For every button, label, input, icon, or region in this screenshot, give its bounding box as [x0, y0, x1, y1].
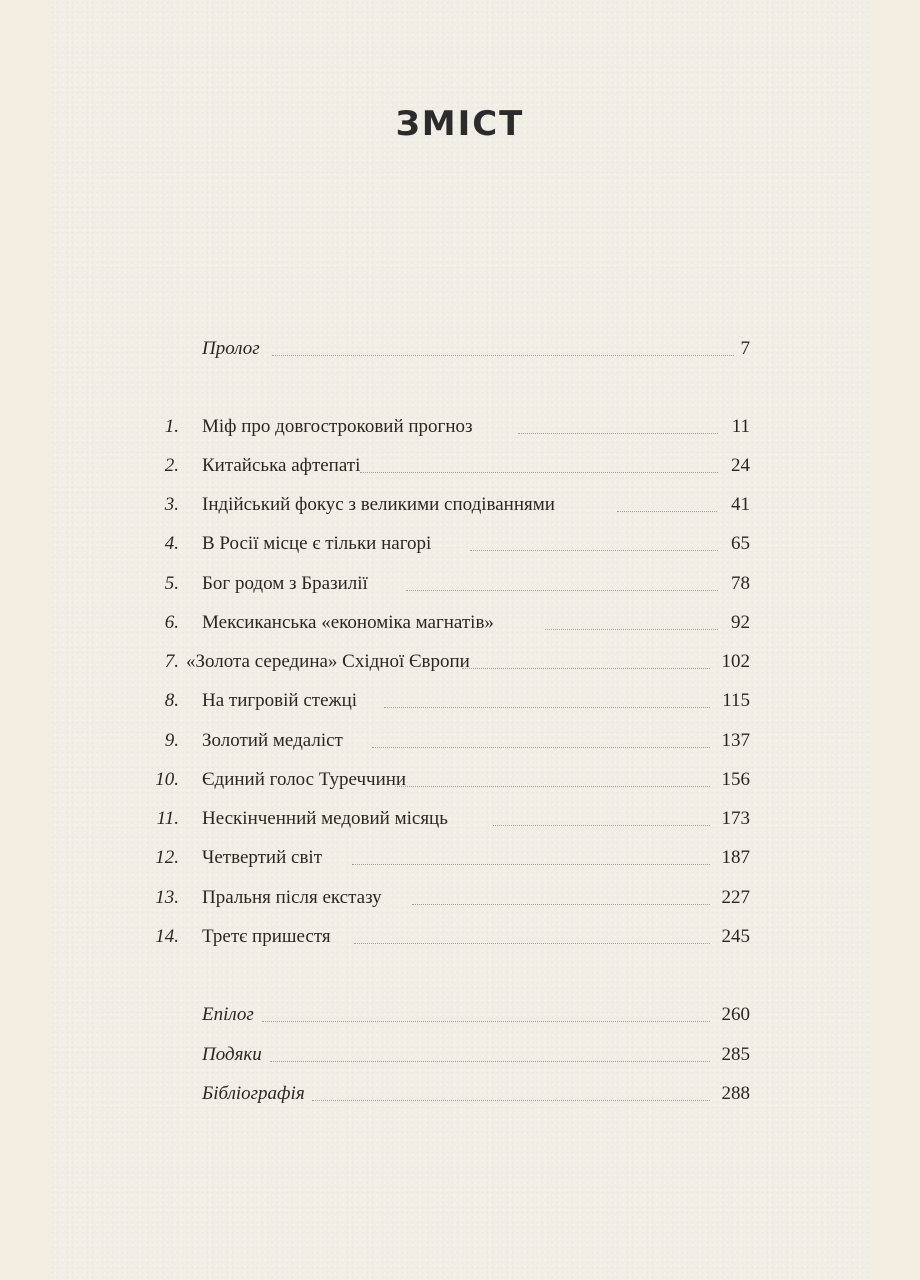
toc-entry-chapter: [0, 843, 920, 873]
entry-page: 65: [731, 533, 750, 554]
chapter-number: 11.: [156, 808, 179, 829]
entry-label: Міф про довгостроковий прогноз: [202, 416, 473, 437]
dot-leader: [384, 707, 710, 708]
entry-page: 288: [721, 1083, 750, 1104]
toc-entry-chapter: [0, 451, 920, 481]
toc-entry-chapter: [0, 883, 920, 913]
entry-page: 7: [740, 338, 750, 359]
toc-entry-chapter: [0, 569, 920, 599]
toc-entry-chapter: [0, 765, 920, 795]
entry-label: Четвертий світ: [202, 847, 323, 868]
toc-entry-chapter: [0, 922, 920, 952]
entry-page: 78: [731, 573, 750, 594]
entry-page: 260: [721, 1004, 750, 1025]
entry-page: 227: [721, 887, 750, 908]
toc-entry-acknowledgements: [0, 1040, 920, 1070]
entry-label: Епілог: [202, 1004, 254, 1025]
dot-leader: [270, 1061, 710, 1062]
toc-entry-bibliography: [0, 1079, 920, 1109]
dot-leader: [545, 629, 718, 630]
chapter-number: 10.: [155, 769, 179, 790]
dot-leader: [412, 904, 710, 905]
chapter-number: 6.: [164, 612, 179, 633]
dot-leader: [312, 1100, 710, 1101]
toc-entry-chapter: [0, 686, 920, 716]
page-title: ЗМІСТ: [395, 104, 525, 144]
entry-label: В Росії місце є тільки нагорі: [202, 533, 432, 554]
dot-leader: [493, 825, 710, 826]
entry-page: 156: [721, 769, 750, 790]
entry-label: Нескінченний медовий місяць: [202, 808, 448, 829]
entry-label: Бог родом з Бразилії: [202, 573, 368, 594]
toc-entry-chapter: [0, 608, 920, 638]
entry-label: Пральня після екстазу: [202, 887, 382, 908]
toc-entry-chapter: [0, 490, 920, 520]
dot-leader: [354, 943, 710, 944]
chapter-number: 5.: [164, 573, 179, 594]
toc-entry-chapter: [0, 726, 920, 756]
entry-page: 92: [731, 612, 750, 633]
entry-page: 245: [721, 926, 750, 947]
chapter-number: 12.: [155, 847, 179, 868]
entry-page: 102: [721, 651, 750, 672]
dot-leader: [272, 355, 734, 356]
entry-label: «Золота середина» Східної Європи: [186, 651, 470, 672]
chapter-number: 4.: [164, 533, 179, 554]
chapter-number: 7.: [164, 651, 179, 672]
entry-page: 11: [731, 416, 750, 437]
dot-leader: [406, 590, 718, 591]
entry-label: Китайська афтепаті: [202, 455, 361, 476]
chapter-number: 3.: [164, 494, 179, 515]
chapter-number: 2.: [164, 455, 179, 476]
entry-label: Подяки: [202, 1044, 262, 1065]
toc-entry-epilogue: [0, 1000, 920, 1030]
toc-entry-chapter: [0, 647, 920, 677]
dot-leader: [470, 550, 718, 551]
entry-label: Єдиний голос Туреччини: [202, 769, 407, 790]
entry-label: Пролог: [202, 338, 260, 359]
chapter-number: 9.: [164, 730, 179, 751]
toc-entry-chapter: [0, 804, 920, 834]
entry-page: 187: [721, 847, 750, 868]
entry-label: Третє пришестя: [202, 926, 331, 947]
dot-leader: [395, 786, 710, 787]
entry-label: Мексиканська «економіка магнатів»: [202, 612, 494, 633]
entry-label: Бібліографія: [202, 1083, 305, 1104]
entry-page: 115: [722, 690, 750, 711]
entry-page: 173: [721, 808, 750, 829]
dot-leader: [372, 747, 710, 748]
dot-leader: [518, 433, 718, 434]
dot-leader: [360, 472, 718, 473]
chapter-number: 13.: [155, 887, 179, 908]
entry-page: 137: [721, 730, 750, 751]
dot-leader: [462, 668, 710, 669]
toc-entry-chapter: [0, 529, 920, 559]
entry-label: На тигровій стежці: [202, 690, 358, 711]
chapter-number: 14.: [155, 926, 179, 947]
dot-leader: [352, 864, 710, 865]
chapter-number: 1.: [164, 416, 179, 437]
toc-entry-prologue: [0, 334, 920, 364]
toc-entry-chapter: [0, 412, 920, 442]
chapter-number: 8.: [164, 690, 179, 711]
dot-leader: [617, 511, 717, 512]
entry-page: 41: [731, 494, 750, 515]
entry-label: Золотий медаліст: [202, 730, 343, 751]
entry-label: Індійський фокус з великими сподіваннями: [202, 494, 555, 515]
entry-page: 24: [731, 455, 750, 476]
dot-leader: [262, 1021, 710, 1022]
entry-page: 285: [721, 1044, 750, 1065]
